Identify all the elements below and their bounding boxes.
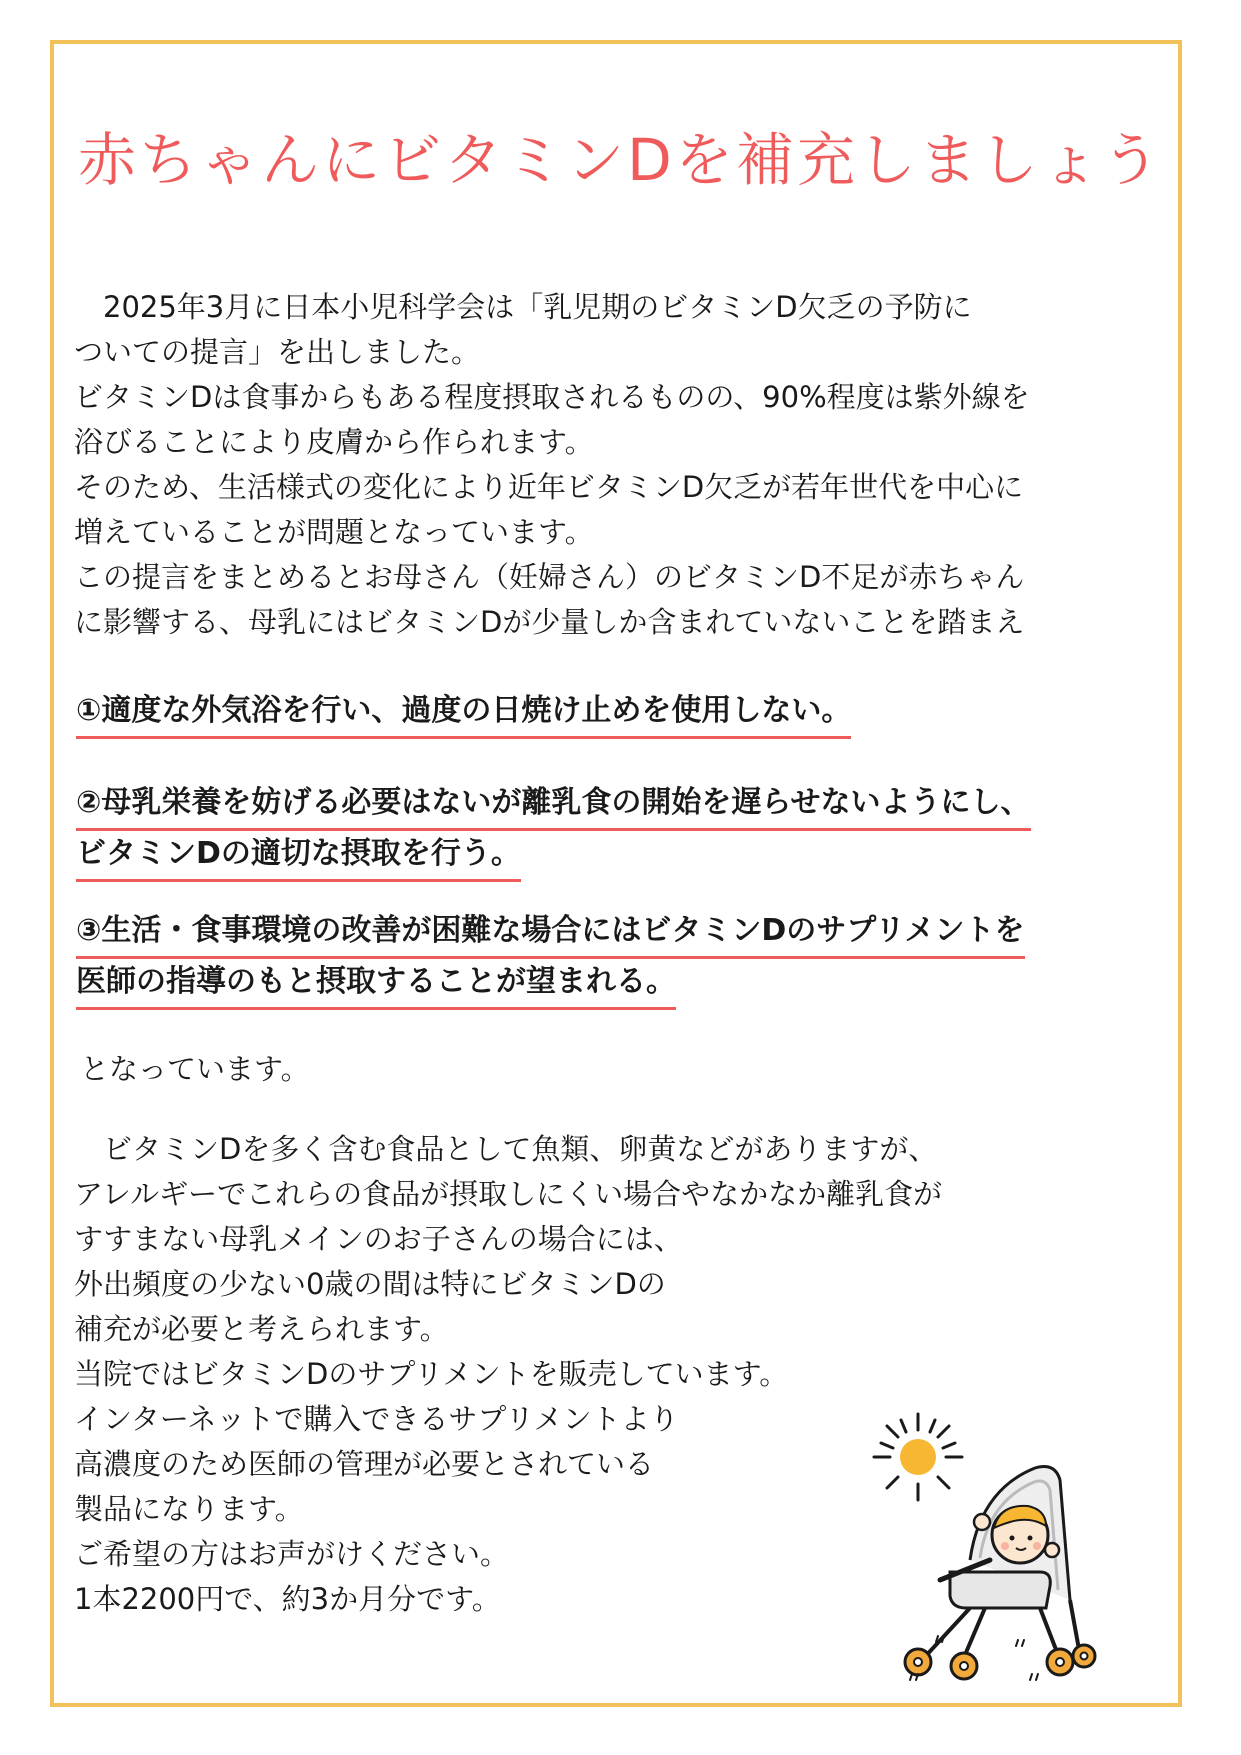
supplement-line: インターネットで購入できるサプリメントより: [74, 1402, 679, 1436]
supplement-line: 1本2200円で、約3か月分です。: [74, 1582, 501, 1616]
recommendation-line: ①適度な外気浴を行い、過度の日焼け止めを使用しない。: [76, 688, 851, 739]
supplement-line: 当院ではビタミンDのサプリメントを販売しています。: [74, 1357, 789, 1391]
intro-line: に影響する、母乳にはビタミンDが少量しか含まれていないことを踏まえ: [74, 605, 1025, 639]
intro-paragraph: [74, 285, 1194, 645]
supplement-line: アレルギーでこれらの食品が摂取しにくい場合やなかなか離乳食が: [74, 1177, 943, 1211]
baby-stroller-illustration: [870, 1410, 1100, 1685]
intro-line: ビタミンDは食事からもある程度摂取されるものの、90%程度は紫外線を: [74, 380, 1030, 414]
intro-line: そのため、生活様式の変化により近年ビタミンD欠乏が若年世代を中心に: [74, 470, 1024, 504]
sun-icon: [874, 1414, 962, 1500]
recommendation-line: 医師の指導のもと摂取することが望まれる。: [76, 959, 676, 1010]
recommendation-1: [76, 688, 851, 739]
supplement-line: ビタミンDを多く含む食品として魚類、卵黄などがありますが、: [74, 1132, 938, 1166]
supplement-line: 補充が必要と考えられます。: [74, 1312, 449, 1346]
intro-line: ついての提言」を出しました。: [74, 335, 481, 369]
closing-text: となっています。: [80, 1052, 310, 1086]
recommendation-line: ビタミンDの適切な摂取を行う。: [76, 831, 521, 882]
recommendation-2: [76, 780, 1031, 882]
intro-line: 浴びることにより皮膚から作られます。: [74, 425, 594, 459]
supplement-line: すすまない母乳メインのお子さんの場合には、: [74, 1222, 683, 1256]
supplement-line: 外出頻度の少ない0歳の間は特にビタミンDの: [74, 1267, 666, 1301]
page-title: 赤ちゃんにビタミンDを補充しましょう: [78, 126, 1163, 194]
supplement-line: ご希望の方はお声がけください。: [74, 1537, 510, 1571]
intro-line: 2025年3月に日本小児科学会は「乳児期のビタミンD欠乏の予防に: [74, 290, 972, 324]
supplement-line: 製品になります。: [74, 1492, 304, 1526]
baby-stroller-icon: [905, 1467, 1095, 1681]
recommendation-line: ②母乳栄養を妨げる必要はないが離乳食の開始を遅らせないようにし、: [76, 780, 1031, 831]
recommendation-line: ③生活・食事環境の改善が困難な場合にはビタミンDのサプリメントを: [76, 908, 1025, 959]
supplement-line: 高濃度のため医師の管理が必要とされている: [74, 1447, 655, 1481]
intro-line: 増えていることが問題となっています。: [74, 515, 594, 549]
intro-line: この提言をまとめるとお母さん（妊婦さん）のビタミンD不足が赤ちゃん: [74, 560, 1025, 594]
recommendation-3: [76, 908, 1025, 1010]
